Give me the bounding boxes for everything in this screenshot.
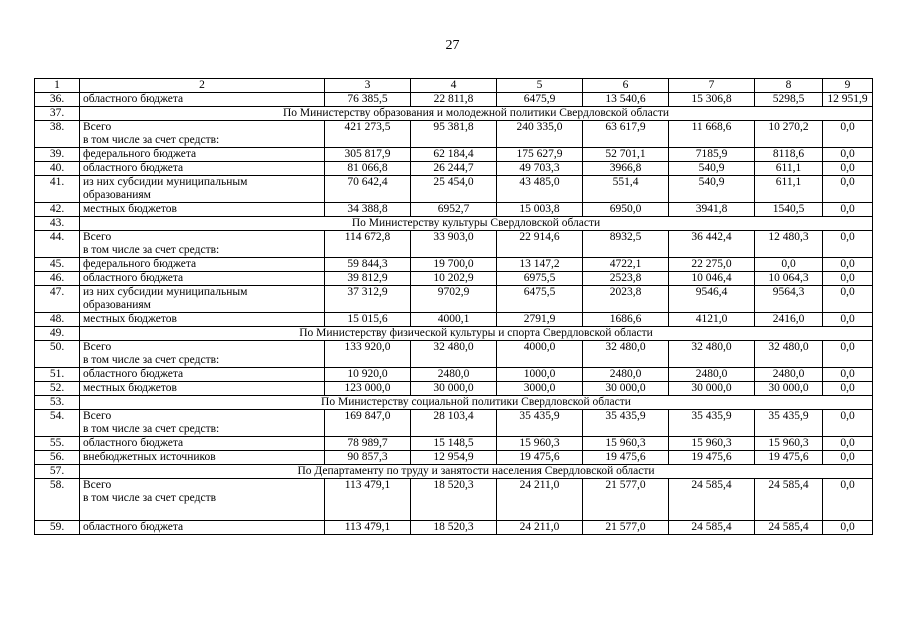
value-cell: 2523,8 [583, 272, 669, 286]
row-number: 54. [35, 410, 80, 437]
value-cell: 305 817,9 [325, 148, 411, 162]
row-description: из них субсидии муниципальным образованиям [80, 176, 325, 203]
row-number: 44. [35, 231, 80, 258]
value-cell: 18 520,3 [411, 479, 497, 521]
value-cell: 22 811,8 [411, 93, 497, 107]
value-cell: 4000,0 [497, 341, 583, 368]
value-cell: 0,0 [823, 148, 873, 162]
value-cell: 22 914,6 [497, 231, 583, 258]
value-cell: 32 480,0 [669, 341, 755, 368]
row-number: 39. [35, 148, 80, 162]
value-cell: 30 000,0 [755, 382, 823, 396]
value-cell: 25 454,0 [411, 176, 497, 203]
value-cell: 35 435,9 [669, 410, 755, 437]
value-cell: 0,0 [823, 272, 873, 286]
row-description: местных бюджетов [80, 382, 325, 396]
table-row [35, 368, 873, 382]
row-description: областного бюджета [80, 521, 325, 535]
row-description: внебюджетных источников [80, 451, 325, 465]
value-cell: 0,0 [823, 479, 873, 521]
section-row [35, 107, 873, 121]
value-cell: 15 960,3 [497, 437, 583, 451]
value-cell: 8118,6 [755, 148, 823, 162]
value-cell: 6952,7 [411, 203, 497, 217]
value-cell: 0,0 [823, 437, 873, 451]
value-cell: 421 273,5 [325, 121, 411, 148]
table-row [35, 437, 873, 451]
value-cell: 6950,0 [583, 203, 669, 217]
value-cell: 0,0 [823, 451, 873, 465]
value-cell: 10 046,4 [669, 272, 755, 286]
row-number: 52. [35, 382, 80, 396]
value-cell: 1000,0 [497, 368, 583, 382]
value-cell: 12 954,9 [411, 451, 497, 465]
value-cell: 3941,8 [669, 203, 755, 217]
value-cell: 9546,4 [669, 286, 755, 313]
value-cell: 35 435,9 [583, 410, 669, 437]
value-cell: 2791,9 [497, 313, 583, 327]
value-cell: 5298,5 [755, 93, 823, 107]
row-description: из них субсидии муниципальным образованиям [80, 286, 325, 313]
value-cell: 6975,5 [497, 272, 583, 286]
value-cell: 113 479,1 [325, 521, 411, 535]
row-description: областного бюджета [80, 368, 325, 382]
row-number: 56. [35, 451, 80, 465]
value-cell: 2416,0 [755, 313, 823, 327]
value-cell: 0,0 [823, 341, 873, 368]
value-cell: 12 480,3 [755, 231, 823, 258]
row-description: Всего в том числе за счет средств [80, 479, 325, 521]
header-cell: 4 [411, 79, 497, 93]
value-cell: 19 700,0 [411, 258, 497, 272]
value-cell: 81 066,8 [325, 162, 411, 176]
row-description: Всего в том числе за счет средств: [80, 121, 325, 148]
value-cell: 10 270,2 [755, 121, 823, 148]
value-cell: 35 435,9 [497, 410, 583, 437]
table-row [35, 231, 873, 258]
row-number: 42. [35, 203, 80, 217]
section-title: По Департаменту по труду и занятости населения Свердловской области [80, 465, 873, 479]
section-title: По Министерству образования и молодежной политики Свердловской области [80, 107, 873, 121]
value-cell: 19 475,6 [755, 451, 823, 465]
value-cell: 540,9 [669, 176, 755, 203]
value-cell: 113 479,1 [325, 479, 411, 521]
row-number: 48. [35, 313, 80, 327]
value-cell: 62 184,4 [411, 148, 497, 162]
table-row [35, 479, 873, 521]
value-cell: 32 480,0 [755, 341, 823, 368]
table-row [35, 451, 873, 465]
table-row [35, 313, 873, 327]
section-row [35, 396, 873, 410]
value-cell: 4722,1 [583, 258, 669, 272]
table-row [35, 121, 873, 148]
value-cell: 2480,0 [755, 368, 823, 382]
value-cell: 0,0 [823, 368, 873, 382]
table-row [35, 382, 873, 396]
value-cell: 0,0 [823, 203, 873, 217]
value-cell: 169 847,0 [325, 410, 411, 437]
value-cell: 76 385,5 [325, 93, 411, 107]
value-cell: 26 244,7 [411, 162, 497, 176]
value-cell: 43 485,0 [497, 176, 583, 203]
value-cell: 3000,0 [497, 382, 583, 396]
value-cell: 0,0 [823, 162, 873, 176]
table-row [35, 148, 873, 162]
value-cell: 24 211,0 [497, 521, 583, 535]
value-cell: 35 435,9 [755, 410, 823, 437]
value-cell: 13 147,2 [497, 258, 583, 272]
table-header-row [35, 79, 873, 93]
value-cell: 63 617,9 [583, 121, 669, 148]
row-number: 41. [35, 176, 80, 203]
value-cell: 7185,9 [669, 148, 755, 162]
value-cell: 10 202,9 [411, 272, 497, 286]
table-row [35, 341, 873, 368]
section-row [35, 327, 873, 341]
value-cell: 611,1 [755, 176, 823, 203]
value-cell: 0,0 [823, 286, 873, 313]
value-cell: 2480,0 [669, 368, 755, 382]
row-number: 38. [35, 121, 80, 148]
value-cell: 15 015,6 [325, 313, 411, 327]
value-cell: 133 920,0 [325, 341, 411, 368]
value-cell: 36 442,4 [669, 231, 755, 258]
row-number: 53. [35, 396, 80, 410]
value-cell: 10 064,3 [755, 272, 823, 286]
value-cell: 4121,0 [669, 313, 755, 327]
row-number: 58. [35, 479, 80, 521]
value-cell: 15 960,3 [583, 437, 669, 451]
value-cell: 32 480,0 [583, 341, 669, 368]
value-cell: 3966,8 [583, 162, 669, 176]
value-cell: 2480,0 [411, 368, 497, 382]
value-cell: 59 844,3 [325, 258, 411, 272]
row-number: 47. [35, 286, 80, 313]
row-description: областного бюджета [80, 437, 325, 451]
value-cell: 2023,8 [583, 286, 669, 313]
table-row [35, 521, 873, 535]
value-cell: 13 540,6 [583, 93, 669, 107]
row-description: областного бюджета [80, 272, 325, 286]
value-cell: 8932,5 [583, 231, 669, 258]
value-cell: 175 627,9 [497, 148, 583, 162]
value-cell: 1540,5 [755, 203, 823, 217]
row-description: Всего в том числе за счет средств: [80, 341, 325, 368]
row-description: местных бюджетов [80, 203, 325, 217]
row-description: Всего в том числе за счет средств: [80, 410, 325, 437]
value-cell: 21 577,0 [583, 479, 669, 521]
value-cell: 49 703,3 [497, 162, 583, 176]
row-description: федерального бюджета [80, 148, 325, 162]
value-cell: 19 475,6 [497, 451, 583, 465]
table-row [35, 176, 873, 203]
value-cell: 15 003,8 [497, 203, 583, 217]
value-cell: 0,0 [823, 382, 873, 396]
value-cell: 0,0 [823, 521, 873, 535]
value-cell: 6475,9 [497, 93, 583, 107]
value-cell: 24 585,4 [755, 479, 823, 521]
value-cell: 19 475,6 [583, 451, 669, 465]
value-cell: 611,1 [755, 162, 823, 176]
value-cell: 19 475,6 [669, 451, 755, 465]
value-cell: 2480,0 [583, 368, 669, 382]
table-row [35, 286, 873, 313]
value-cell: 0,0 [823, 231, 873, 258]
row-number: 59. [35, 521, 80, 535]
row-number: 51. [35, 368, 80, 382]
row-number: 46. [35, 272, 80, 286]
value-cell: 33 903,0 [411, 231, 497, 258]
budget-table-body [35, 79, 873, 535]
section-title: По Министерству культуры Свердловской области [80, 217, 873, 231]
header-cell: 6 [583, 79, 669, 93]
value-cell: 114 672,8 [325, 231, 411, 258]
value-cell: 10 920,0 [325, 368, 411, 382]
value-cell: 90 857,3 [325, 451, 411, 465]
value-cell: 540,9 [669, 162, 755, 176]
row-number: 36. [35, 93, 80, 107]
section-row [35, 465, 873, 479]
value-cell: 28 103,4 [411, 410, 497, 437]
value-cell: 15 960,3 [669, 437, 755, 451]
value-cell: 24 585,4 [669, 521, 755, 535]
header-cell: 3 [325, 79, 411, 93]
row-number: 50. [35, 341, 80, 368]
table-row [35, 410, 873, 437]
value-cell: 15 960,3 [755, 437, 823, 451]
value-cell: 22 275,0 [669, 258, 755, 272]
header-cell: 9 [823, 79, 873, 93]
row-number: 40. [35, 162, 80, 176]
header-cell: 5 [497, 79, 583, 93]
value-cell: 240 335,0 [497, 121, 583, 148]
row-number: 49. [35, 327, 80, 341]
value-cell: 6475,5 [497, 286, 583, 313]
value-cell: 18 520,3 [411, 521, 497, 535]
value-cell: 30 000,0 [583, 382, 669, 396]
header-cell: 1 [35, 79, 80, 93]
value-cell: 4000,1 [411, 313, 497, 327]
value-cell: 0,0 [823, 176, 873, 203]
table-row [35, 162, 873, 176]
value-cell: 11 668,6 [669, 121, 755, 148]
value-cell: 21 577,0 [583, 521, 669, 535]
value-cell: 24 585,4 [755, 521, 823, 535]
row-description: областного бюджета [80, 93, 325, 107]
value-cell: 0,0 [823, 410, 873, 437]
value-cell: 32 480,0 [411, 341, 497, 368]
value-cell: 0,0 [823, 258, 873, 272]
value-cell: 15 148,5 [411, 437, 497, 451]
value-cell: 37 312,9 [325, 286, 411, 313]
value-cell: 551,4 [583, 176, 669, 203]
page-number: 27 [445, 38, 460, 53]
value-cell: 15 306,8 [669, 93, 755, 107]
value-cell: 34 388,8 [325, 203, 411, 217]
value-cell: 39 812,9 [325, 272, 411, 286]
row-number: 55. [35, 437, 80, 451]
row-number: 45. [35, 258, 80, 272]
value-cell: 0,0 [823, 121, 873, 148]
row-description: федерального бюджета [80, 258, 325, 272]
table-row [35, 272, 873, 286]
value-cell: 9702,9 [411, 286, 497, 313]
value-cell: 24 211,0 [497, 479, 583, 521]
value-cell: 52 701,1 [583, 148, 669, 162]
value-cell: 95 381,8 [411, 121, 497, 148]
value-cell: 0,0 [755, 258, 823, 272]
budget-table [34, 78, 873, 535]
section-row [35, 217, 873, 231]
header-cell: 7 [669, 79, 755, 93]
row-number: 57. [35, 465, 80, 479]
value-cell: 30 000,0 [669, 382, 755, 396]
value-cell: 24 585,4 [669, 479, 755, 521]
table-row [35, 258, 873, 272]
value-cell: 78 989,7 [325, 437, 411, 451]
section-title: По Министерству социальной политики Свердловской области [80, 396, 873, 410]
section-title: По Министерству физической культуры и спорта Свердловской области [80, 327, 873, 341]
value-cell: 12 951,9 [823, 93, 873, 107]
row-number: 37. [35, 107, 80, 121]
table-row [35, 93, 873, 107]
value-cell: 1686,6 [583, 313, 669, 327]
row-number: 43. [35, 217, 80, 231]
value-cell: 9564,3 [755, 286, 823, 313]
row-description: областного бюджета [80, 162, 325, 176]
value-cell: 123 000,0 [325, 382, 411, 396]
header-cell: 8 [755, 79, 823, 93]
value-cell: 30 000,0 [411, 382, 497, 396]
row-description: Всего в том числе за счет средств: [80, 231, 325, 258]
table-row [35, 203, 873, 217]
value-cell: 0,0 [823, 313, 873, 327]
row-description: местных бюджетов [80, 313, 325, 327]
value-cell: 70 642,4 [325, 176, 411, 203]
header-cell: 2 [80, 79, 325, 93]
